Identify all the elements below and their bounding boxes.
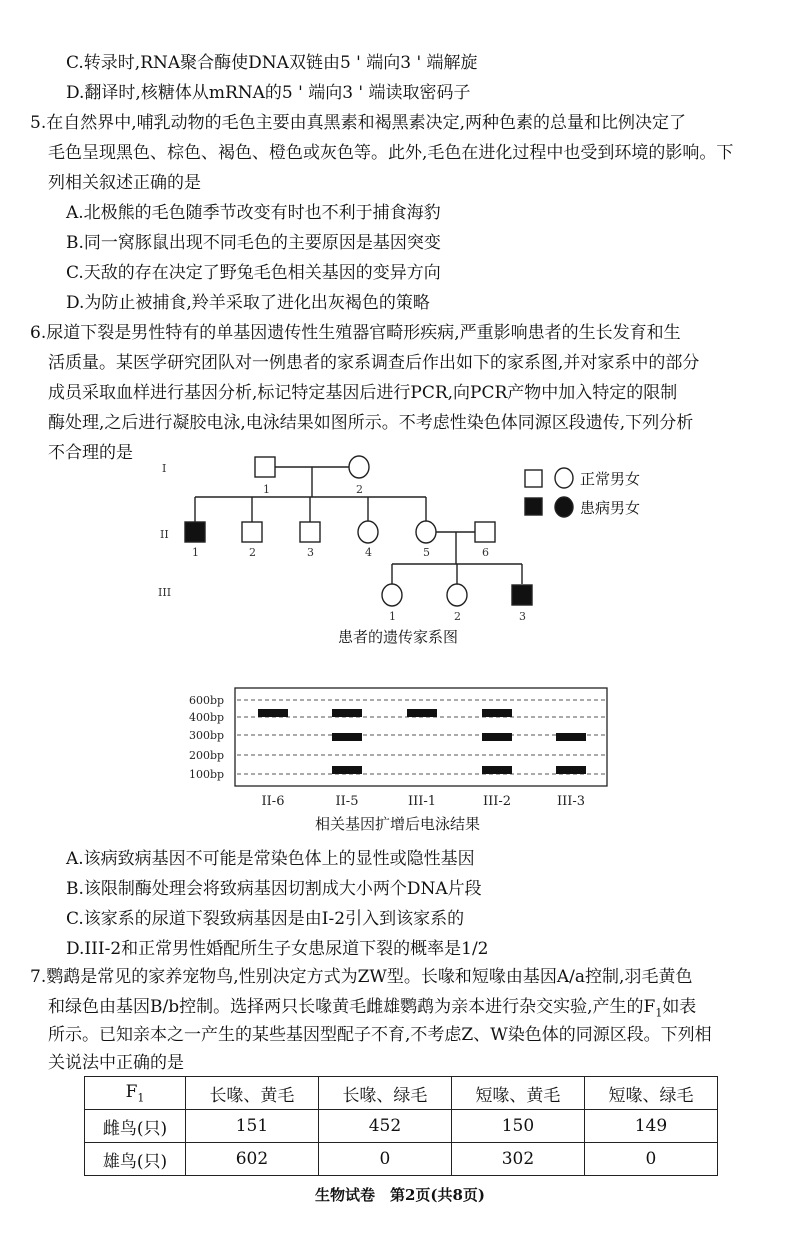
q7-stem-line [48, 996, 696, 1024]
q6-stem-line: 不合理的是 [48, 443, 133, 463]
gel-band [556, 766, 586, 774]
legend-normal-label: 正常男女 [580, 470, 641, 488]
individual-number: 3 [307, 546, 314, 559]
table-cell: 452 [318, 1110, 451, 1143]
q5-stem-line: 5.在自然界中,哺乳动物的毛色主要由真黑素和褐黑素决定,两种色素的总量和比例决定了 [30, 113, 687, 133]
table-row-label: 雌鸟(只) [85, 1110, 186, 1143]
q7-stem-line: 关说法中正确的是 [48, 1053, 184, 1073]
individual-number: 2 [356, 483, 363, 496]
table-cell: 0 [318, 1143, 451, 1176]
gel-ladder-label: 300bp [189, 729, 225, 742]
legend-normal-male-symbol [525, 470, 542, 487]
q6-stem-line: 酶处理,之后进行凝胶电泳,电泳结果如图所示。不考虑性染色体同源区段遗传,下列分析 [48, 413, 694, 433]
pedigree-III-2-female-normal [447, 584, 467, 606]
q5-option-a: A.北极熊的毛色随季节改变有时也不利于捕食海豹 [66, 203, 441, 223]
table-corner-text: F [125, 1081, 138, 1102]
q7-stem-text: 如表 [662, 997, 697, 1017]
subscript: 1 [137, 1091, 145, 1105]
pedigree-II-1-male-affected [185, 522, 205, 542]
table-row [85, 1110, 718, 1143]
pedigree-I-2-female-normal [349, 456, 369, 478]
pedigree-I-1-male-normal [255, 457, 275, 477]
gel-ladder-label: 600bp [189, 694, 225, 707]
q5-stem-line: 毛色呈现黑色、棕色、褐色、橙色或灰色等。此外,毛色在进化过程中也受到环境的影响。下 [48, 143, 734, 163]
subscript: 1 [655, 1006, 663, 1020]
individual-number: 3 [519, 610, 526, 623]
table-header-cell: 短喙、绿毛 [584, 1077, 717, 1110]
q5-option-b: B.同一窝豚鼠出现不同毛色的主要原因是基因突变 [66, 233, 441, 253]
table-row [85, 1143, 718, 1176]
table-cell: 150 [451, 1110, 584, 1143]
pedigree-chart [140, 452, 680, 662]
gel-band [258, 709, 288, 717]
pedigree-II-6-male-normal [475, 522, 495, 542]
individual-number: 1 [263, 483, 270, 496]
gel-band [556, 733, 586, 741]
gel-lane-label: II-6 [261, 794, 285, 809]
gel-band [332, 766, 362, 774]
table-row-label: 雄鸟(只) [85, 1143, 186, 1176]
gel-band [482, 766, 512, 774]
q6-stem-line: 活质量。某医学研究团队对一例患者的家系调查后作出如下的家系图,并对家系中的部分 [48, 353, 700, 373]
gel-electrophoresis-chart [185, 683, 615, 833]
gel-caption: 相关基因扩增后电泳结果 [315, 815, 481, 833]
q6-stem-line: 成员采取血样进行基因分析,标记特定基因后进行PCR,向PCR产物中加入特定的限制 [48, 383, 678, 403]
pedigree-III-3-male-affected [512, 585, 532, 605]
table-cell: 151 [185, 1110, 318, 1143]
q6-option-a: A.该病致病基因不可能是常染色体上的显性或隐性基因 [66, 849, 475, 869]
q5-option-c: C.天敌的存在决定了野兔毛色相关基因的变异方向 [66, 263, 441, 283]
table-corner-cell [85, 1077, 186, 1110]
individual-number: 2 [454, 610, 461, 623]
individual-number: 1 [192, 546, 199, 559]
gel-ladder-label: 100bp [189, 768, 225, 781]
generation-label: III [158, 586, 172, 599]
q6-option-d: D.III-2和正常男性婚配所生子女患尿道下裂的概率是1/2 [66, 939, 489, 959]
table-cell: 602 [185, 1143, 318, 1176]
q6-option-b: B.该限制酶处理会将致病基因切割成大小两个DNA片段 [66, 879, 482, 899]
legend-affected-male-symbol [525, 498, 542, 515]
f1-result-table [84, 1076, 718, 1176]
generation-label: II [160, 528, 169, 541]
q5-stem-line: 列相关叙述正确的是 [48, 173, 201, 193]
individual-number: 5 [423, 546, 430, 559]
pedigree-caption: 患者的遗传家系图 [338, 628, 459, 646]
q4-option-c: C.转录时,RNA聚合酶使DNA双链由5 ' 端向3 ' 端解旋 [66, 53, 478, 73]
legend-normal-female-symbol [555, 468, 573, 488]
table-header-cell: 短喙、黄毛 [451, 1077, 584, 1110]
gel-band [332, 709, 362, 717]
individual-number: 1 [389, 610, 396, 623]
gel-ladder-label: 200bp [189, 749, 225, 762]
gel-frame [235, 688, 607, 786]
q4-option-d: D.翻译时,核糖体从mRNA的5 ' 端向3 ' 端读取密码子 [66, 83, 471, 103]
generation-label: I [162, 462, 167, 475]
pedigree-II-5-female-normal [416, 521, 436, 543]
gel-band [407, 709, 437, 717]
legend-affected-label: 患病男女 [580, 499, 641, 517]
individual-number: 2 [249, 546, 256, 559]
table-header-cell: 长喙、绿毛 [318, 1077, 451, 1110]
gel-lane-label: III-2 [482, 794, 512, 809]
gel-band [482, 709, 512, 717]
pedigree-II-3-male-normal [300, 522, 320, 542]
table-cell: 149 [584, 1110, 717, 1143]
gel-band [482, 733, 512, 741]
gel-band [332, 733, 362, 741]
legend-affected-female-symbol [555, 497, 573, 517]
q5-option-d: D.为防止被捕食,羚羊采取了进化出灰褐色的策略 [66, 293, 430, 313]
q6-option-c: C.该家系的尿道下裂致病基因是由I-2引入到该家系的 [66, 909, 465, 929]
pedigree-II-4-female-normal [358, 521, 378, 543]
table-cell: 302 [451, 1143, 584, 1176]
q7-stem-line: 所示。已知亲本之一产生的某些基因型配子不育,不考虑Z、W染色体的同源区段。下列相 [48, 1025, 712, 1045]
individual-number: 4 [365, 546, 372, 559]
gel-lane-label: III-3 [556, 794, 586, 809]
q7-stem-line: 7.鹦鹉是常见的家养宠物鸟,性别决定方式为ZW型。长喙和短喙由基因A/a控制,羽毛黄色 [30, 967, 693, 987]
q6-stem-line: 6.尿道下裂是男性特有的单基因遗传性生殖器官畸形疾病,严重影响患者的生长发育和生 [30, 323, 681, 343]
gel-ladder-label: 400bp [189, 711, 225, 724]
table-header-row [85, 1077, 718, 1110]
table-cell: 0 [584, 1143, 717, 1176]
table-header-cell: 长喙、黄毛 [185, 1077, 318, 1110]
pedigree-III-1-female-normal [382, 584, 402, 606]
gel-lane-label: II-5 [335, 794, 359, 809]
pedigree-II-2-male-normal [242, 522, 262, 542]
page-footer: 生物试卷 第2页(共8页) [314, 1186, 486, 1204]
gel-lane-label: III-1 [407, 794, 437, 809]
individual-number: 6 [482, 546, 489, 559]
q7-stem-text: 和绿色由基因B/b控制。选择两只长喙黄毛雌雄鹦鹉为亲本进行杂交实验,产生的F [48, 997, 656, 1017]
